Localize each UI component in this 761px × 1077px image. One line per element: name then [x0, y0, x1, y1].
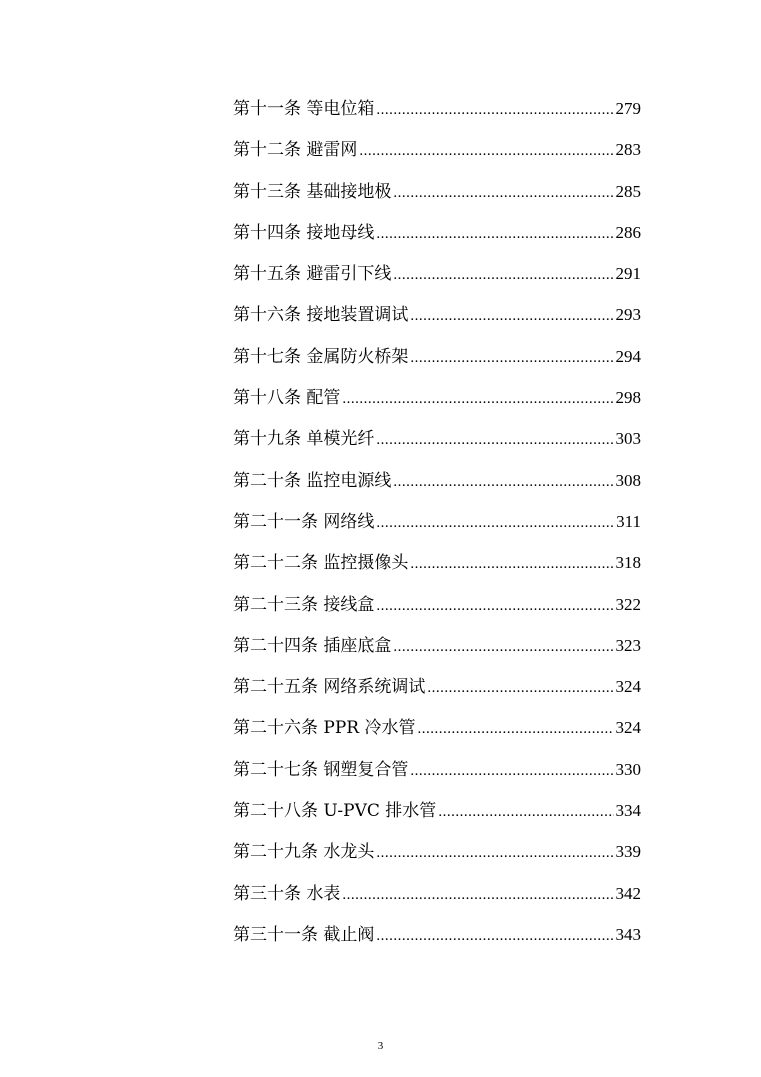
toc-entry-page: 323	[615, 635, 641, 655]
toc-entry	[233, 178, 641, 219]
toc-entry-title: 第二十六条 PPR 冷水管	[233, 718, 416, 739]
toc-entry-title: 第十三条 基础接地极	[233, 181, 392, 202]
toc-entry	[233, 591, 641, 632]
toc-entry	[233, 95, 641, 136]
toc-entry-title: 第十一条 等电位箱	[233, 99, 375, 119]
toc-entry-title: 第十八条 配管	[233, 388, 341, 409]
toc-entry-title: 第十二条 避雷网	[233, 140, 358, 161]
toc-dot-leader	[393, 468, 613, 496]
toc-dot-leader	[393, 633, 613, 661]
toc-entry	[233, 425, 641, 466]
toc-dot-leader	[410, 550, 613, 578]
toc-entry-page: 291	[615, 264, 641, 284]
toc-dot-leader	[376, 592, 613, 620]
toc-entry-title: 第二十八条 U-PVC 排水管	[233, 801, 437, 822]
toc-dot-leader	[342, 881, 613, 909]
toc-entry-page: 294	[615, 346, 641, 366]
toc-entry-page: 283	[615, 140, 641, 160]
toc-entry-page: 330	[615, 759, 641, 779]
toc-dot-leader	[342, 385, 613, 413]
toc-entry-title: 第二十条 监控电源线	[233, 470, 392, 491]
toc-entry-title: 第二十九条 水龙头	[233, 842, 375, 863]
toc-dot-leader	[393, 179, 613, 207]
toc-dot-leader	[376, 426, 613, 454]
toc-entry-title: 第十四条 接地母线	[233, 222, 375, 243]
toc-dot-leader	[410, 344, 613, 372]
toc-entry	[233, 136, 641, 177]
toc-dot-leader	[376, 922, 613, 950]
toc-dot-leader	[438, 798, 613, 826]
toc-entry-page: 343	[615, 924, 641, 944]
page-number: 3	[377, 1040, 384, 1052]
toc-entry-title: 第二十七条 钢塑复合管	[233, 759, 409, 780]
toc-entry-title: 第十九条 单模光纤	[233, 429, 375, 450]
toc-entry-page: 286	[615, 222, 641, 242]
toc-entry	[233, 632, 641, 673]
toc-entry-page: 324	[615, 718, 641, 738]
toc-entry	[233, 756, 641, 797]
toc-entry	[233, 384, 641, 425]
toc-entry-page: 339	[615, 842, 641, 862]
toc-entry-title: 第十七条 金属防火桥架	[233, 346, 409, 367]
toc-entry-page: 303	[615, 429, 641, 449]
toc-dot-leader	[393, 261, 613, 289]
toc-dot-leader	[359, 137, 613, 165]
toc-entry	[233, 673, 641, 714]
toc-entry-page: 322	[615, 594, 641, 614]
toc-dot-leader	[410, 757, 613, 785]
toc-entry-page: 334	[615, 801, 641, 821]
toc-entry-page: 342	[615, 883, 641, 903]
toc-entry-title: 第三十一条 截止阀	[233, 924, 375, 945]
toc-dot-leader	[376, 220, 613, 248]
toc-entry-page: 285	[615, 181, 641, 201]
toc-entry	[233, 797, 641, 838]
toc-entry-page: 324	[615, 677, 641, 697]
toc-dot-leader	[376, 509, 614, 537]
toc-entry-title: 第二十四条 插座底盒	[233, 635, 392, 656]
toc-entry-page: 318	[615, 553, 641, 573]
toc-entry-page: 308	[615, 470, 641, 490]
toc-entry	[233, 219, 641, 260]
toc-entry-title: 第十六条 接地装置调试	[233, 305, 409, 326]
toc-dot-leader	[376, 96, 613, 124]
toc-entry-title: 第二十三条 接线盒	[233, 594, 375, 615]
toc-entry	[233, 260, 641, 301]
toc-entry	[233, 838, 641, 879]
toc-entry	[233, 549, 641, 590]
toc-dot-leader	[410, 302, 613, 330]
toc-entry	[233, 467, 641, 508]
toc-entry	[233, 880, 641, 921]
toc-entry	[233, 921, 641, 962]
toc-entry-page: 279	[615, 99, 641, 118]
toc-entry	[233, 301, 641, 342]
toc-dot-leader	[376, 839, 613, 867]
toc-entry-page: 293	[615, 305, 641, 325]
toc-dot-leader	[417, 715, 613, 743]
toc-entry-title: 第二十一条 网络线	[233, 511, 375, 532]
toc-entry-title: 第二十五条 网络系统调试	[233, 677, 426, 698]
toc-entry-page: 311	[616, 511, 641, 531]
table-of-contents	[233, 95, 641, 962]
toc-entry	[233, 508, 641, 549]
toc-entry	[233, 343, 641, 384]
toc-dot-leader	[427, 674, 613, 702]
toc-entry	[233, 714, 641, 755]
toc-entry-title: 第三十条 水表	[233, 883, 341, 904]
toc-entry-page: 298	[615, 388, 641, 408]
toc-entry-title: 第二十二条 监控摄像头	[233, 553, 409, 574]
toc-entry-title: 第十五条 避雷引下线	[233, 264, 392, 285]
